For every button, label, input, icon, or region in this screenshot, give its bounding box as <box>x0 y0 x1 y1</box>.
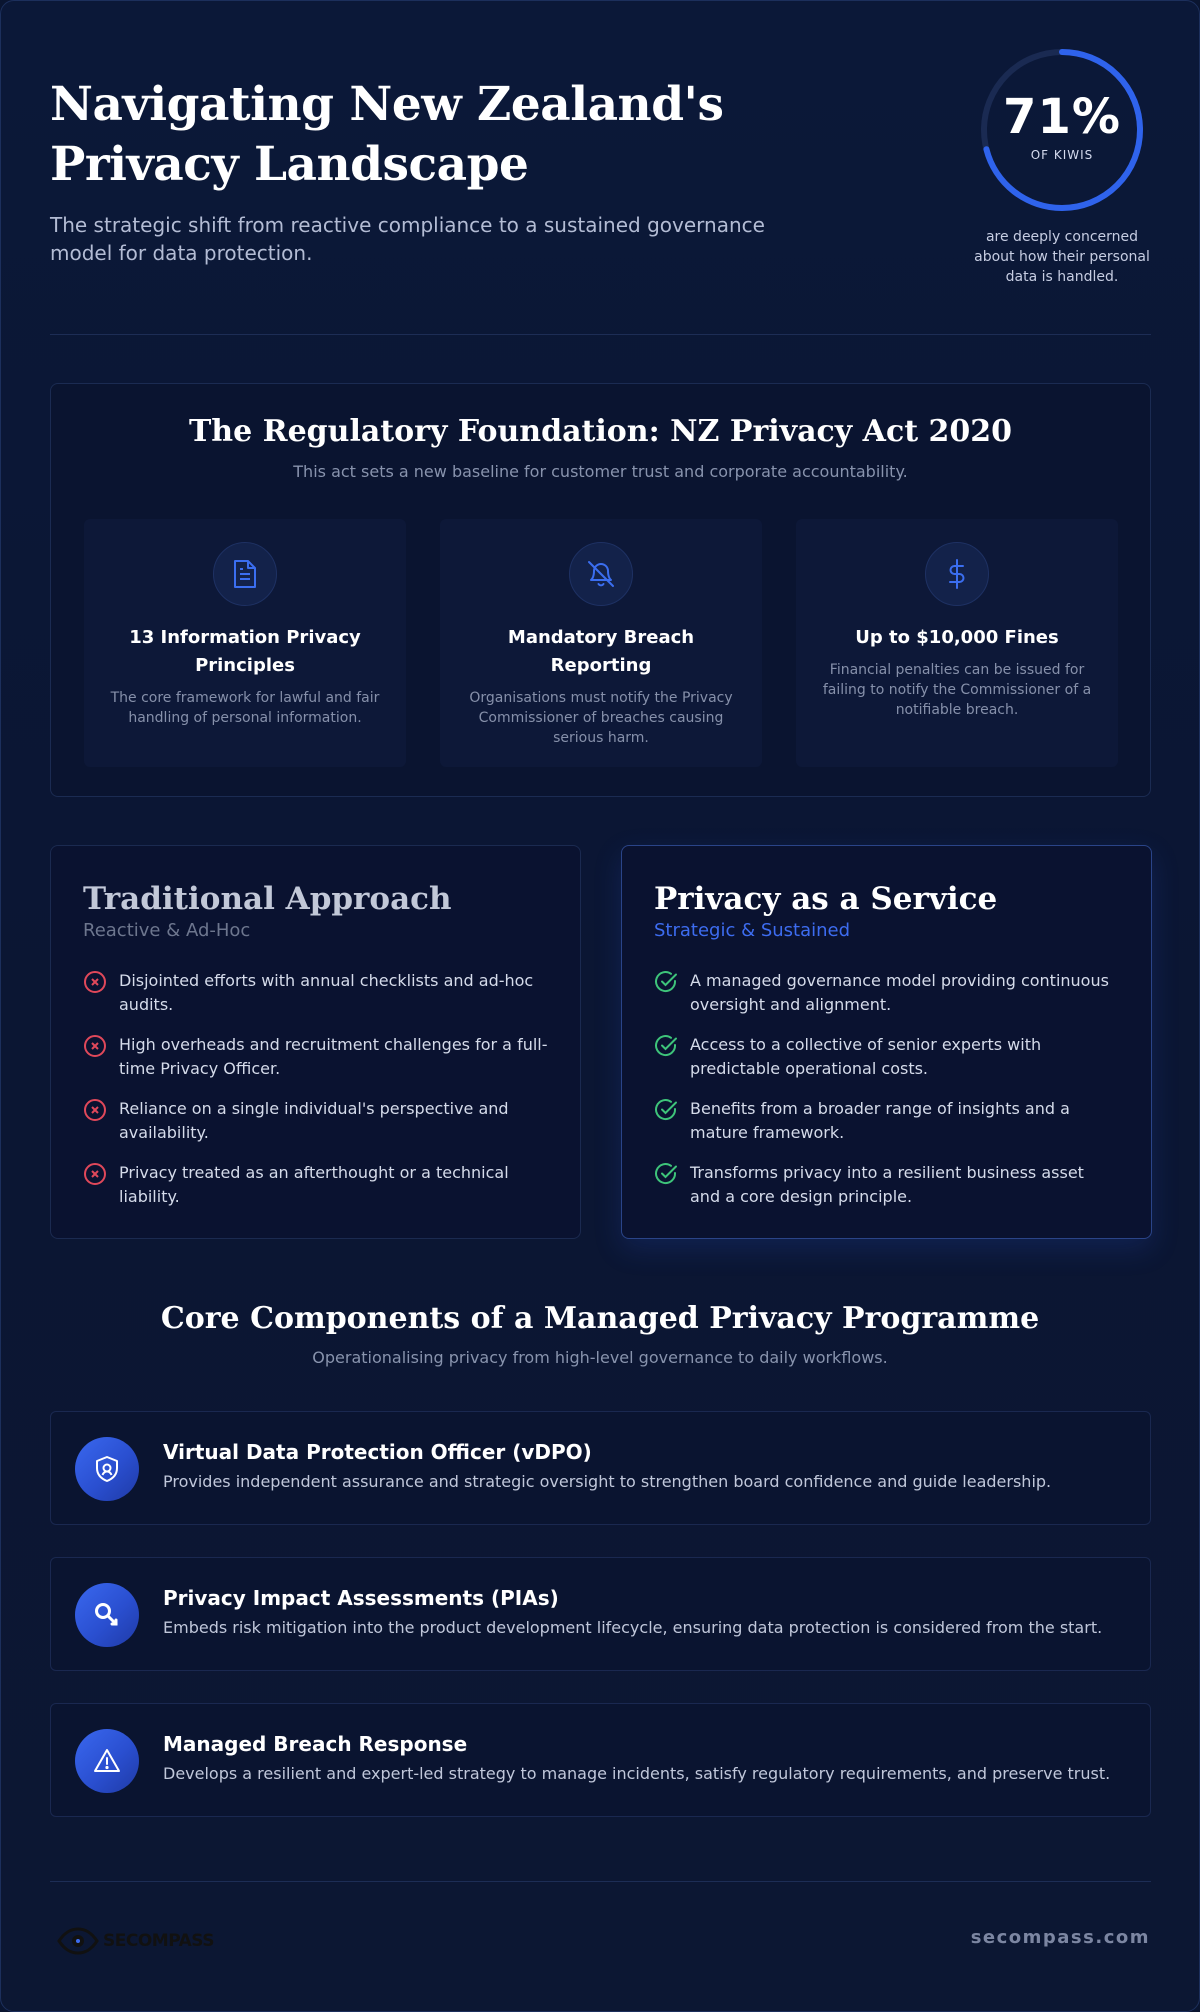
regulatory-card-text: The core framework for lawful and fair handling of personal information. <box>110 690 380 726</box>
regulatory-panel <box>50 383 1151 797</box>
x-circle-icon <box>83 1098 107 1122</box>
document-icon <box>213 542 277 606</box>
regulatory-subtitle: This act sets a new baseline for customer trust and corporate accountability. <box>293 462 908 481</box>
x-circle-icon <box>83 1162 107 1186</box>
component-text: Embeds risk mitigation into the product development lifecycle, ensuring data protection is considered from the start. <box>163 1618 1103 1637</box>
regulatory-card-text: Organisations must notify the Privacy Commissioner of breaches causing serious harm. <box>469 690 733 746</box>
list-item: Disjointed efforts with annual checklists and ad-hoc audits. <box>83 969 548 1017</box>
list-item: Privacy treated as an afterthought or a technical liability. <box>83 1161 548 1209</box>
regulatory-card <box>796 519 1118 767</box>
check-circle-icon <box>654 1098 678 1122</box>
regulatory-card-title: 13 Information Privacy Principles <box>129 627 361 676</box>
component-card-vdpo <box>50 1411 1151 1525</box>
x-circle-icon <box>83 1034 107 1058</box>
eye-logo-icon <box>57 1925 99 1957</box>
page-subtitle: The strategic shift from reactive compliance to a sustained governance model for data protection. <box>50 213 765 265</box>
site-link[interactable]: secompass.com <box>970 1927 1150 1948</box>
hero <box>50 75 910 267</box>
warning-icon <box>75 1729 139 1793</box>
traditional-tagline: Reactive & Ad-Hoc <box>83 920 251 941</box>
divider <box>50 334 1151 335</box>
components-title: Core Components of a Managed Privacy Programme <box>160 1301 1040 1336</box>
stat-value: 71% <box>1003 89 1121 145</box>
search-icon <box>75 1583 139 1647</box>
list-item: Transforms privacy into a resilient business asset and a core design principle. <box>654 1161 1119 1209</box>
logo-wordmark: SECOMPASS <box>103 1931 214 1951</box>
component-text: Provides independent assurance and strategic oversight to strengthen board confidence and guide leadership. <box>163 1472 1052 1491</box>
list-item: Access to a collective of senior experts with predictable operational costs. <box>654 1033 1119 1081</box>
check-circle-icon <box>654 1162 678 1186</box>
check-circle-icon <box>654 1034 678 1058</box>
regulatory-card-title: Up to $10,000 Fines <box>855 627 1059 648</box>
component-title: Virtual Data Protection Officer (vDPO) <box>163 1440 592 1464</box>
list-item: A managed governance model providing continuous oversight and alignment. <box>654 969 1119 1017</box>
x-circle-icon <box>83 970 107 994</box>
regulatory-card <box>440 519 762 767</box>
component-card-pia <box>50 1557 1151 1671</box>
shield-icon <box>75 1437 139 1501</box>
component-card-breach <box>50 1703 1151 1817</box>
component-title: Managed Breach Response <box>163 1732 468 1756</box>
stat-description: are deeply concerned about how their personal data is handled. <box>974 229 1150 285</box>
list-item: Reliance on a single individual's perspective and availability. <box>83 1097 548 1145</box>
traditional-approach-card <box>50 845 581 1239</box>
stat-ring <box>979 47 1145 213</box>
service-title: Privacy as a Service <box>654 881 998 917</box>
regulatory-card <box>84 519 406 767</box>
page-title: Navigating New Zealand's Privacy Landscape <box>50 77 724 192</box>
components-subtitle: Operationalising privacy from high-level governance to daily workflows. <box>312 1348 888 1367</box>
divider <box>50 1881 1151 1882</box>
traditional-title: Traditional Approach <box>83 881 452 917</box>
check-circle-icon <box>654 970 678 994</box>
service-tagline: Strategic & Sustained <box>654 920 851 941</box>
list-item: Benefits from a broader range of insights and a mature framework. <box>654 1097 1119 1145</box>
traditional-list <box>83 969 548 1209</box>
secompass-logo[interactable] <box>57 1924 214 1958</box>
regulatory-card-title: Mandatory Breach Reporting <box>507 627 695 676</box>
component-title: Privacy Impact Assessments (PIAs) <box>163 1586 559 1610</box>
component-text: Develops a resilient and expert-led strategy to manage incidents, satisfy regulatory requirements, and preserve trust. <box>163 1764 1111 1783</box>
stat-panel <box>967 47 1157 287</box>
stat-label: OF KIWIS <box>1030 148 1094 162</box>
privacy-as-a-service-card <box>621 845 1152 1239</box>
list-item: High overheads and recruitment challenges for a full-time Privacy Officer. <box>83 1033 548 1081</box>
service-list <box>654 969 1119 1209</box>
regulatory-card-text: Financial penalties can be issued for failing to notify the Commissioner of a notifiable breach. <box>822 662 1092 718</box>
regulatory-title: The Regulatory Foundation: NZ Privacy Act 2020 <box>188 414 1013 449</box>
bell-off-icon <box>569 542 633 606</box>
dollar-icon <box>925 542 989 606</box>
